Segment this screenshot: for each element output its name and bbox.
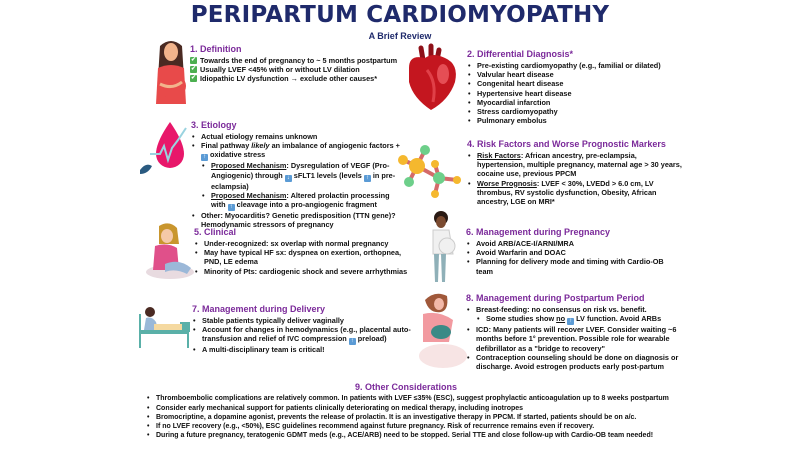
- list-item: • May have typical HF sx: dyspnea on exertion, orthopnea, PND, LE edema: [194, 248, 412, 266]
- list-item: ✔ Usually LVEF <45% with or without LV dilation: [190, 65, 360, 75]
- hospital-bed-illustration: [136, 300, 192, 350]
- down-arrow-icon: ↓: [286, 174, 290, 181]
- delivery-heading: 7. Management during Delivery: [192, 304, 326, 314]
- section-management-pregnancy: [466, 227, 671, 276]
- pregnant-woman-illustration: [146, 38, 196, 108]
- list-item: • Stable patients typically deliver vaginally: [192, 316, 414, 325]
- list-item: • Breast-feeding: no consensus on risk vs. benefit.: [466, 305, 691, 314]
- blood-drop-illustration: [140, 118, 192, 178]
- list-item: • Avoid Warfarin and DOAC: [466, 248, 671, 257]
- list-item: • Planning for delivery mode and timing with Cardio-OB team: [466, 257, 671, 275]
- list-item: • Hypertensive heart disease: [467, 89, 687, 98]
- list-item: • Stress cardiomyopathy: [467, 107, 687, 116]
- list-item: • Congenital heart disease: [467, 79, 687, 88]
- list-item: • ICD: Many patients will recover LVEF. Consider waiting ~6 months before 1° prevention. Possible role for wearable defibrillator as a "bridge to recovery": [466, 325, 691, 353]
- list-item: • Worse Prognosis: LVEF < 30%, LVEDd > 6.0 cm, LV thrombus, RV systolic dysfunction, Obesity, African ancestry, LGE on MRI*: [467, 179, 682, 207]
- etiology-heading: 3. Etiology: [191, 120, 237, 130]
- list-item: • Pre-existing cardiomyopathy (e.g., familial or dilated): [467, 61, 687, 70]
- postpartum-heading: 8. Management during Postpartum Period: [466, 293, 645, 303]
- section-other-considerations: [146, 383, 786, 441]
- section-management-delivery: [192, 304, 414, 355]
- list-item: • Contraception counseling should be done on diagnosis or discharge. Avoid estrogen products early post-partum: [466, 353, 691, 371]
- section-clinical: [194, 227, 412, 276]
- list-item: • If no LVEF recovery (e.g., <50%), ESC guidelines recommend against future pregnancy. Risk of recurrence remains even if recovery.: [146, 422, 786, 431]
- list-item: • A multi-disciplinary team is critical!: [192, 345, 414, 354]
- clinical-heading: 5. Clinical: [194, 227, 237, 237]
- differential-heading: 2. Differential Diagnosis*: [467, 49, 574, 59]
- woman-sitting-illustration: [145, 222, 195, 280]
- check-icon: ✔: [190, 66, 197, 73]
- section-management-postpartum: [466, 293, 691, 371]
- list-item: • Actual etiology remains unknown: [191, 132, 406, 141]
- list-item: • Proposed Mechanism: Dysregulation of VEGF (Pro-Angiogenic) through ↓ sFLT1 levels (levels ↑ in pre-eclampsia): [191, 161, 406, 190]
- up-arrow-icon: ↑: [203, 154, 206, 161]
- list-item: • Account for changes in hemodynamics (e.g., placental auto-transfusion and relief of IVC compression ↑ preload): [192, 325, 414, 345]
- list-item: ✔ Towards the end of pregnancy to ~ 5 months postpartum: [190, 56, 398, 65]
- page-subtitle: A Brief Review: [368, 31, 432, 41]
- definition-heading: 1. Definition: [190, 44, 242, 54]
- pregnancy-heading: 6. Management during Pregnancy: [466, 227, 611, 237]
- page-title: PERIPARTUM CARDIOMYOPATHY: [190, 2, 610, 28]
- section-differential-diagnosis: [467, 49, 687, 125]
- list-item: • Risk Factors: African ancestry, pre-eclampsia, hypertension, multiple pregnancy, maternal age > 30 years, cocaine use, previous PPCM: [467, 151, 682, 179]
- check-icon: ✔: [190, 57, 197, 63]
- up-arrow-icon: ↑: [229, 204, 233, 211]
- list-item: • Minority of Pts: cardiogenic shock and severe arrhythmias: [194, 267, 412, 276]
- other-heading: 9. Other Considerations: [354, 382, 458, 392]
- list-item: • During a future pregnancy, teratogenic GDMT meds (e.g., ACE/ARB) need to be stopped. Serial TTE and close follow-up with Cardio-OB team needed!: [146, 431, 786, 440]
- list-item: • Avoid ARB/ACE-I/ARNI/MRA: [466, 239, 671, 248]
- list-item: ✔ Idiopathic LV dysfunction → exclude other causes*: [190, 74, 378, 84]
- section-etiology: [191, 120, 406, 229]
- heart-illustration: [403, 42, 461, 114]
- list-item: • Under-recognized: sx overlap with normal pregnancy: [194, 239, 412, 248]
- risk-heading: 4. Risk Factors and Worse Prognostic Markers: [467, 139, 666, 149]
- list-item: • Thromboembolic complications are relatively common. In patients with LVEF ≤35% (ESC), suggest prophylactic anticoagulation up to 8 weeks postpartum: [146, 394, 786, 403]
- list-item: • Final pathway likely an imbalance of angiogenic factors + ↑ oxidative stress: [191, 141, 406, 161]
- section-definition: [190, 44, 400, 84]
- molecule-illustration: [395, 140, 467, 202]
- list-item: • Bromocriptine, a dopamine agonist, prevents the release of prolactin. It is an investigative therapy in PPCM. If started, patients should be on a/c.: [146, 413, 786, 422]
- check-icon: ✔: [190, 75, 197, 82]
- section-risk-factors: [467, 139, 682, 206]
- list-item: • Valvular heart disease: [467, 70, 687, 79]
- list-item: • Proposed Mechanism: Altered prolactin processing with ↑ cleavage into a pro-angiogenic fragment: [191, 191, 406, 211]
- list-item: • Pulmonary embolus: [467, 116, 687, 125]
- pregnant-woman-standing-illustration: [425, 210, 461, 290]
- breastfeeding-mother-illustration: [419, 290, 469, 368]
- list-item: • Consider early mechanical support for patients clinically deteriorating on medical therapy, including inotropes: [146, 404, 786, 413]
- list-item: • Myocardial infarction: [467, 98, 687, 107]
- up-arrow-icon: ↑: [365, 174, 369, 181]
- list-item: • Other: Myocarditis? Genetic predisposition (TTN gene)? Hemodynamic stressors of pregnancy: [191, 211, 406, 229]
- up-arrow-icon: ↑: [350, 338, 354, 345]
- list-item: • Some studies show no ↑ LV function. Avoid ARBs: [466, 314, 691, 325]
- up-arrow-icon: ↑: [569, 318, 573, 325]
